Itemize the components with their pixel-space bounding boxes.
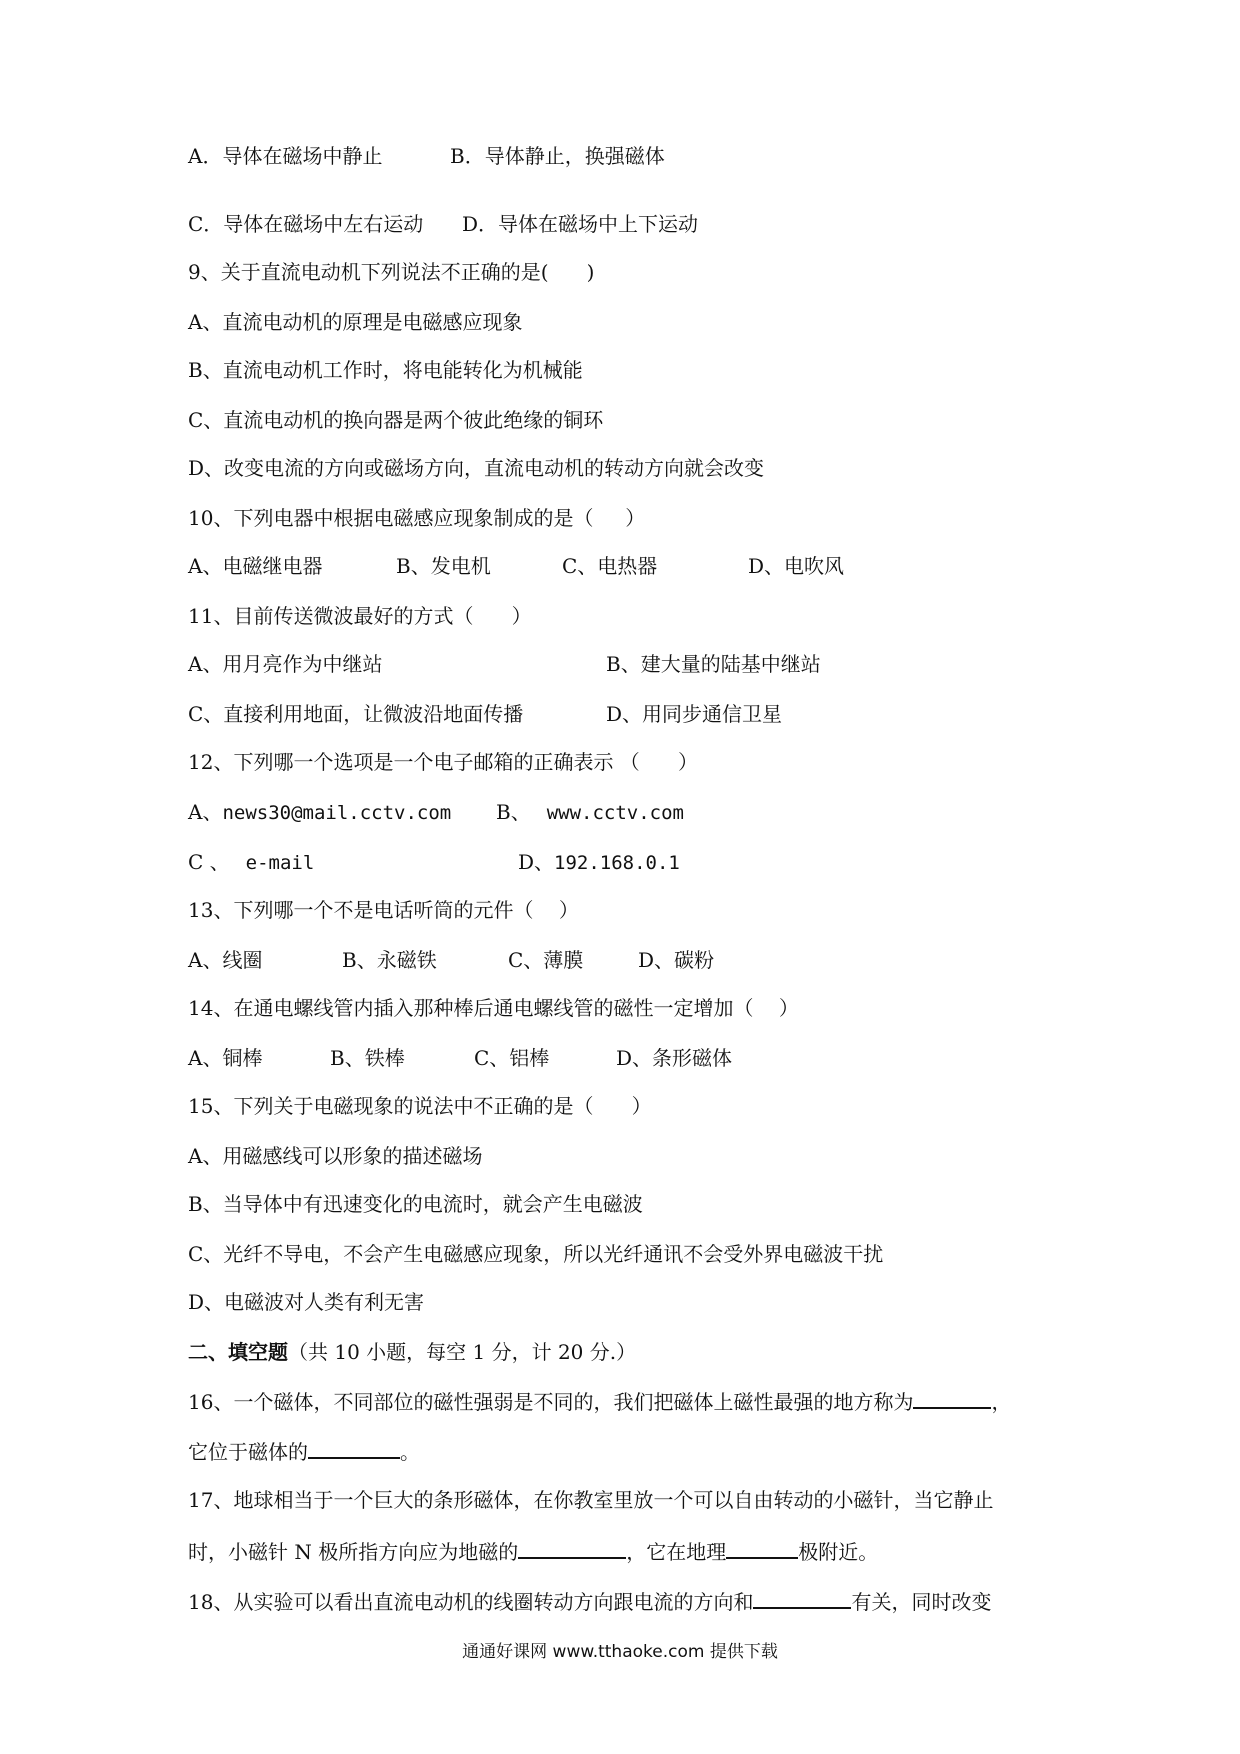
q17-line-1: 17、地球相当于一个巨大的条形磁体，在你教室里放一个可以自由转动的小磁针，当它静止 [188,1488,994,1512]
q16-text-4: 。 [400,1440,420,1464]
q13-option-b: B、永磁铁 [342,948,437,972]
q12-option-b-label: B、 [496,800,531,824]
q14-stem: 14、在通电螺线管内插入那种棒后通电螺线管的磁性一定增加（ ） [188,996,799,1020]
q16-text-2: ， [991,1390,1012,1414]
q18-blank-1[interactable] [753,1587,851,1609]
section-note: （共 10 小题，每空 1 分，计 20 分.） [288,1340,637,1364]
q12-option-a-value: news30@mail.cctv.com [222,802,452,824]
q8-option-a: A．导体在磁场中静止 [188,144,383,168]
page-footer: 通通好课网 www.tthaoke.com 提供下载 [462,1642,778,1662]
q14-option-a: A、铜棒 [188,1046,263,1070]
q9-option-d: D、改变电流的方向或磁场方向，直流电动机的转动方向就会改变 [188,456,765,480]
q16-line-2 [188,1437,420,1465]
q12-option-c-value: e-mail [245,852,315,874]
q17-blank-1[interactable] [518,1537,626,1559]
q10-option-b: B、发电机 [396,554,491,578]
q15-option-a: A、用磁感线可以形象的描述磁场 [188,1144,483,1168]
q8-option-c: C．导体在磁场中左右运动 [188,212,424,236]
q15-option-c: C、光纤不导电，不会产生电磁感应现象，所以光纤通讯不会受外界电磁波干扰 [188,1242,884,1266]
q14-option-c: C、铝棒 [474,1046,550,1070]
q12-option-d-label: D、 [518,850,555,874]
q13-stem: 13、下列哪一个不是电话听筒的元件（ ） [188,898,579,922]
q11-option-a: A、用月亮作为中继站 [188,652,383,676]
q17-line-2 [188,1537,878,1565]
q11-stem: 11、目前传送微波最好的方式（ ） [188,604,532,628]
q10-option-c: C、电热器 [562,554,658,578]
q18-text-1: 18、从实验可以看出直流电动机的线圈转动方向跟电流的方向和 [188,1590,754,1614]
q9-option-a: A、直流电动机的原理是电磁感应现象 [188,310,523,334]
q9-option-c: C、直流电动机的换向器是两个彼此绝缘的铜环 [188,408,604,432]
q12-stem: 12、下列哪一个选项是一个电子邮箱的正确表示 （ ） [188,750,698,774]
q8-option-b: B．导体静止，换强磁体 [450,144,665,168]
q17-text-1: 时，小磁针 N 极所指方向应为地磁的 [188,1540,519,1564]
q12-option-a [188,799,451,826]
q15-option-b: B、当导体中有迅速变化的电流时，就会产生电磁波 [188,1192,643,1216]
q10-option-d: D、电吹风 [748,554,845,578]
q16-blank-2[interactable] [308,1437,400,1459]
q16-line-1 [188,1387,1011,1415]
q9-stem: 9、关于直流电动机下列说法不正确的是( ) [188,260,595,284]
q12-option-b-value: www.cctv.com [546,802,684,824]
q8-option-d: D．导体在磁场中上下运动 [462,212,699,236]
section-heading [188,1339,636,1365]
q12-option-c [188,849,314,876]
q10-option-a: A、电磁继电器 [188,554,323,578]
q16-text-3: 它位于磁体的 [188,1440,308,1464]
q10-stem: 10、下列电器中根据电磁感应现象制成的是（ ） [188,506,646,530]
q9-option-b: B、直流电动机工作时，将电能转化为机械能 [188,358,583,382]
q16-text-1: 16、一个磁体，不同部位的磁性强弱是不同的，我们把磁体上磁性最强的地方称为 [188,1390,914,1414]
q17-text-2: ，它在地理 [626,1540,727,1564]
q15-option-d: D、电磁波对人类有利无害 [188,1290,425,1314]
q12-option-d-value: 192.168.0.1 [554,852,680,874]
q11-option-c: C、直接利用地面，让微波沿地面传播 [188,702,524,726]
q15-stem: 15、下列关于电磁现象的说法中不正确的是（ ） [188,1094,652,1118]
q13-option-c: C、薄膜 [508,948,584,972]
section-title: 二、填空题 [188,1340,288,1364]
q14-option-d: D、条形磁体 [616,1046,733,1070]
q13-option-a: A、线圈 [188,948,263,972]
q12-option-d [518,849,680,876]
q12-option-b [496,799,684,826]
q12-option-a-label: A、 [188,800,223,824]
q12-option-c-label: C 、 [188,850,230,874]
q18-line-1 [188,1587,991,1615]
q11-option-d: D、用同步通信卫星 [606,702,783,726]
q11-option-b: B、建大量的陆基中继站 [606,652,821,676]
q14-option-b: B、铁棒 [330,1046,405,1070]
q13-option-d: D、碳粉 [638,948,715,972]
q16-blank-1[interactable] [913,1387,991,1409]
q17-blank-2[interactable] [726,1537,798,1559]
q18-text-2: 有关，同时改变 [851,1590,992,1614]
q17-text-3: 极附近。 [798,1540,879,1564]
